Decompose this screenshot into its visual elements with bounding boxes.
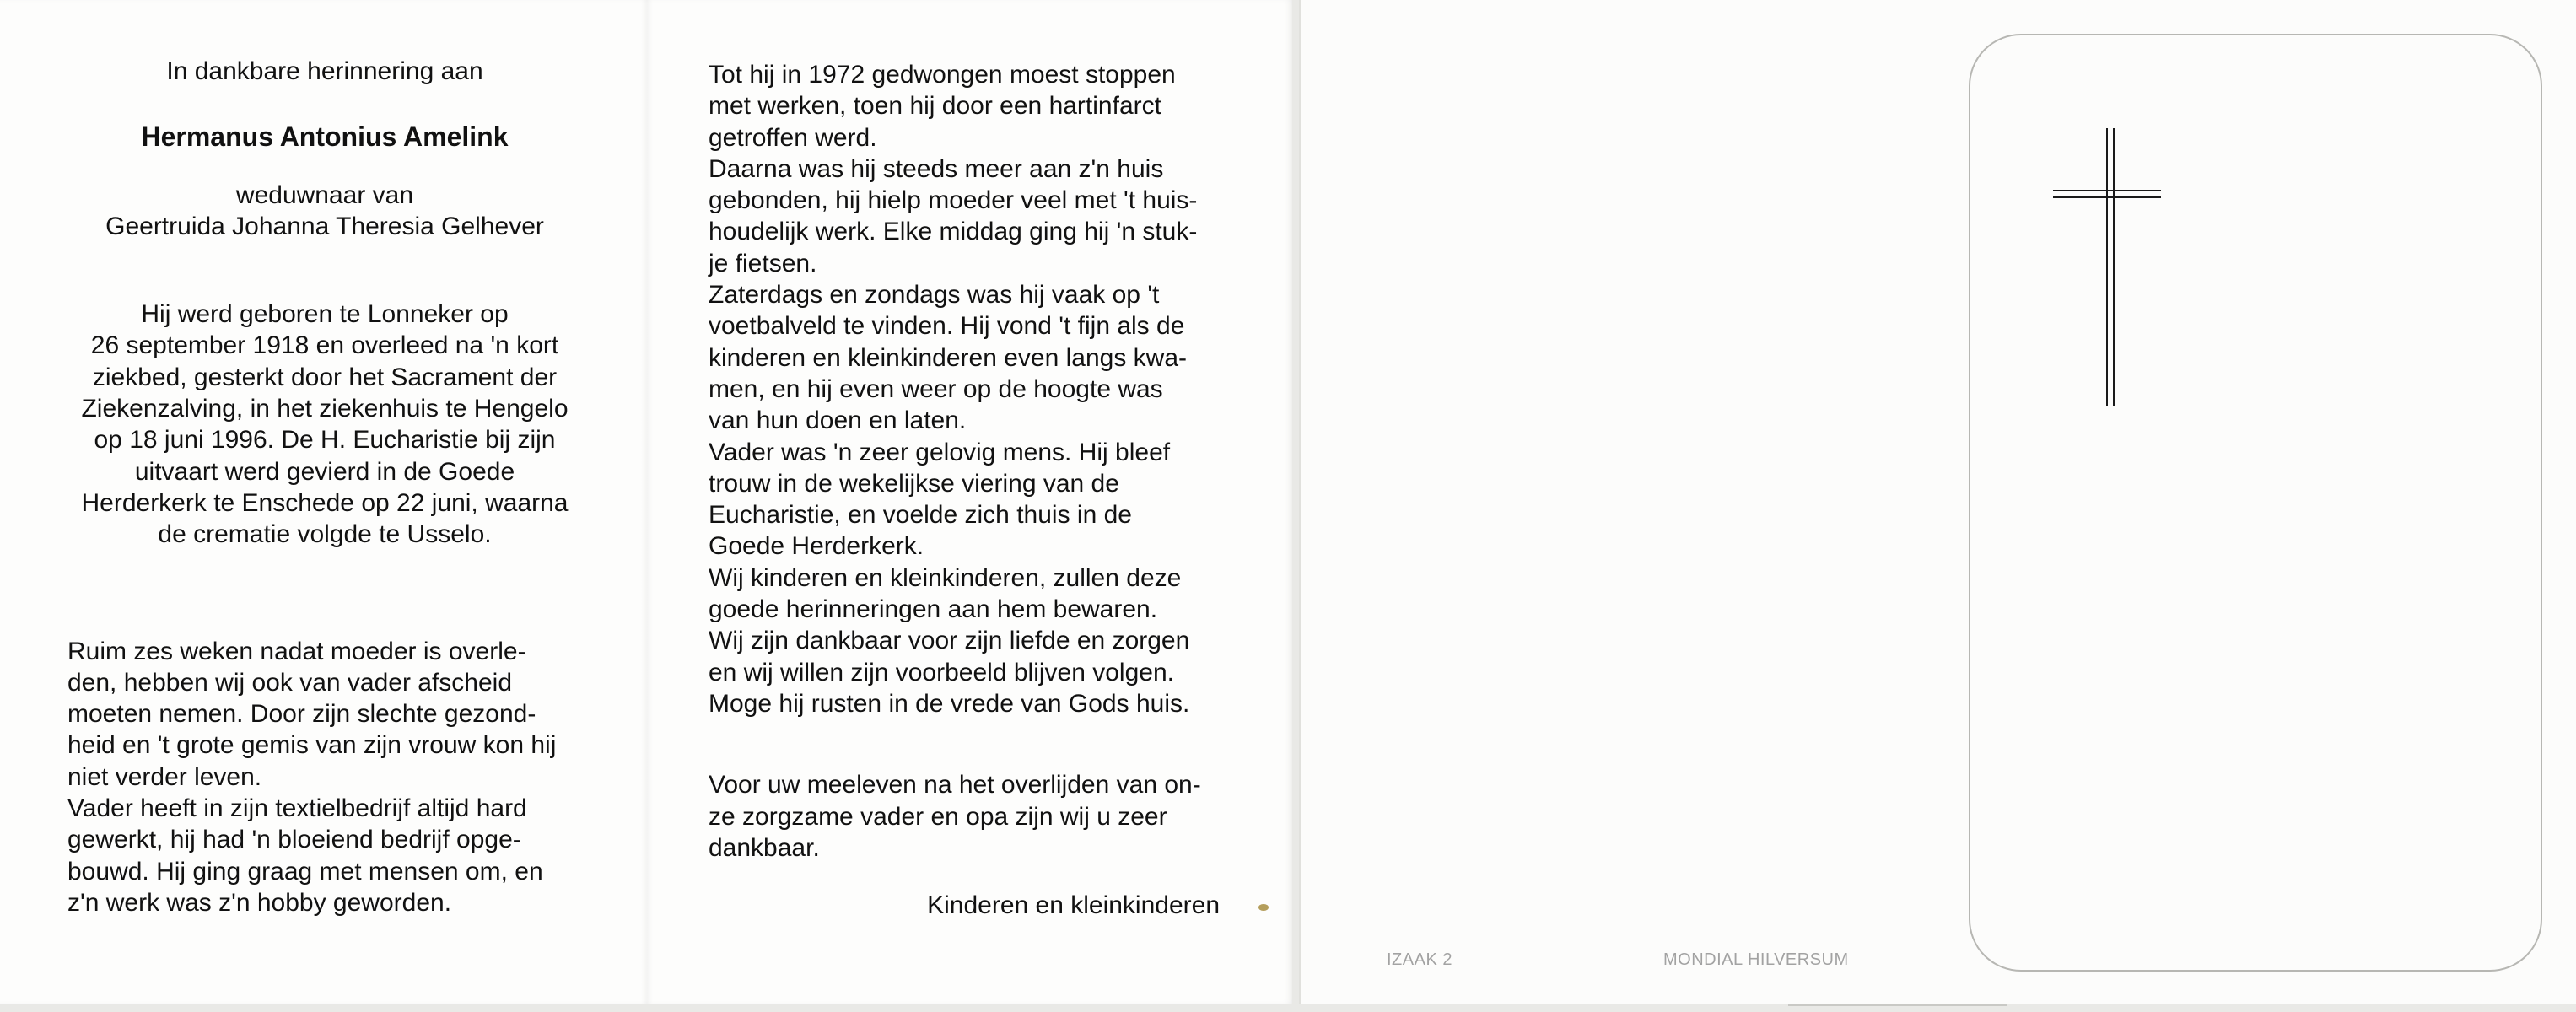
left-page-column [67, 56, 582, 918]
text-line: gewerkt, hij had 'n bloeiend bedrijf opge- [67, 826, 521, 854]
text-line: Goede Herderkerk. [709, 532, 924, 561]
text-line: men, en hij even weer op de hoogte was [709, 374, 1163, 403]
text-line: Eucharistie, en voelde zich thuis in de [709, 501, 1132, 530]
story-paragraph-1 [67, 636, 582, 793]
spouse-name: Geertruida Johanna Theresia Gelhever [105, 212, 544, 240]
edge-line [1788, 1004, 2007, 1006]
text-line: bouwd. Hij ging graag met mensen om, en [67, 857, 543, 886]
right-page-column [709, 59, 1220, 921]
text-line: goede herinneringen aan hem bewaren. [709, 595, 1158, 624]
text-line: Vader was 'n zeer gelovig mens. Hij bleef [709, 438, 1171, 466]
text-line: gebonden, hij hielp moeder veel met 't huis- [709, 186, 1198, 215]
text-line: Tot hij in 1972 gedwongen moest stoppen [709, 61, 1176, 89]
story-paragraph-4 [709, 153, 1220, 279]
text-line: 26 september 1918 en overleed na 'n kort [90, 331, 559, 360]
story-paragraph-6 [709, 437, 1220, 563]
relation-label: weduwnaar van [235, 180, 414, 209]
text-line: voetbalveld te vinden. Hij vond 't fijn als de [709, 312, 1185, 341]
story-paragraph-2 [67, 793, 582, 918]
text-line: Daarna was hij steeds meer aan z'n huis [709, 154, 1164, 183]
ink-mark [1258, 904, 1269, 911]
text-line: den, hebben wij ook van vader afscheid [67, 668, 513, 697]
text-line: kinderen en kleinkinderen even langs kwa- [709, 343, 1188, 372]
card-code: IZAAK 2 [1387, 950, 1452, 969]
text-line: trouw in de wekelijkse viering van de [709, 469, 1119, 498]
text-line: ze zorgzame vader en opa zijn wij u zeer [709, 802, 1167, 831]
text-line: getroffen werd. [709, 123, 877, 152]
cross-icon [2050, 126, 2168, 413]
center-fold [641, 0, 653, 1004]
text-line: Moge hij rusten in de vrede van Gods huis. [709, 689, 1190, 718]
text-line: moeten nemen. Door zijn slechte gezond- [67, 700, 536, 729]
text-line: je fietsen. [709, 249, 817, 277]
text-line: houdelijk werk. Elke middag ging hij 'n stuk- [709, 218, 1198, 246]
story-paragraph-9 [709, 688, 1220, 719]
text-line: Voor uw meeleven na het overlijden van on- [709, 771, 1201, 799]
text-line: dankbaar. [709, 833, 820, 862]
text-line: Wij zijn dankbaar voor zijn liefde en zorgen [709, 627, 1190, 655]
text-line: z'n werk was z'n hobby geworden. [67, 888, 452, 917]
deceased-name: Hermanus Antonius Amelink [141, 121, 509, 153]
signature: Kinderen en kleinkinderen [927, 891, 1220, 920]
story-paragraph-7 [709, 563, 1220, 626]
story-paragraph-5 [709, 279, 1220, 436]
printer-imprint: MONDIAL HILVERSUM [1663, 950, 1849, 969]
inner-spread [0, 0, 1292, 1004]
story-paragraph-3 [709, 59, 1220, 153]
text-line: ziekbed, gesterkt door het Sacrament der [92, 363, 558, 391]
text-line: en wij willen zijn voorbeeld blijven volgen. [709, 658, 1174, 686]
text-line: Hij werd geboren te Lonneker op [141, 300, 509, 329]
text-line: Herderkerk te Enschede op 22 juni, waarna [81, 488, 569, 517]
text-line: Wij kinderen en kleinkinderen, zullen deze [709, 563, 1182, 592]
text-line: Ruim zes weken nadat moeder is overle- [67, 637, 526, 665]
birth-death-paragraph [67, 299, 582, 550]
text-line: Zaterdags en zondags was hij vaak op 't [709, 281, 1160, 310]
text-line: Vader heeft in zijn textielbedrijf altijd hard [67, 794, 527, 823]
text-line: van hun doen en laten. [709, 406, 967, 435]
text-line: Ziekenzalving, in het ziekenhuis te Hengelo [81, 395, 569, 423]
thanks-paragraph [709, 769, 1220, 864]
text-line: met werken, toen hij door een hartinfarct [709, 92, 1161, 121]
text-line: niet verder leven. [67, 762, 262, 791]
heading: In dankbare herinnering aan [166, 57, 483, 85]
story-paragraph-8 [709, 625, 1220, 688]
text-line: op 18 juni 1996. De H. Eucharistie bij zijn [94, 426, 556, 455]
text-line: de crematie volgde te Usselo. [158, 520, 492, 549]
text-line: uitvaart werd gevierd in de Goede [134, 457, 515, 486]
text-line: heid en 't grote gemis van zijn vrouw kon hij [67, 731, 557, 760]
